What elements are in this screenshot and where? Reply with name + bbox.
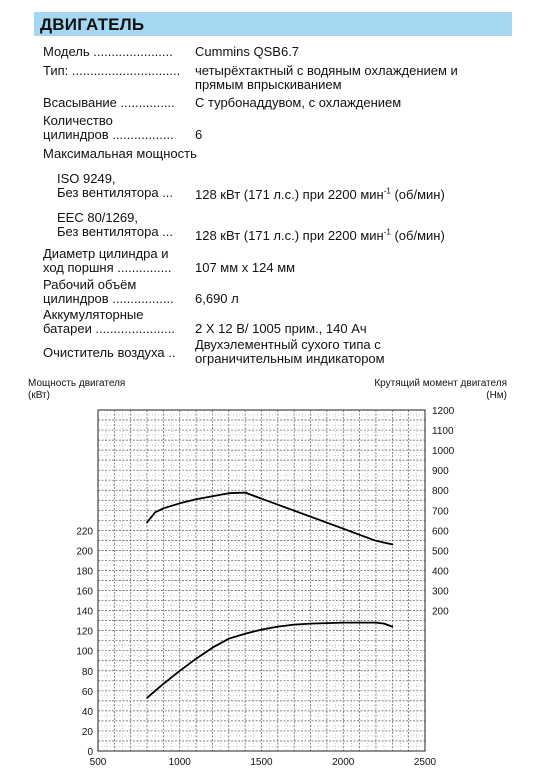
y2-tick-label: 400 (432, 566, 449, 578)
y2-tick-label: 800 (432, 486, 449, 498)
spec-label-batteries: Аккумуляторные батареи ...................... (43, 307, 175, 336)
spec-label-air-cleaner: Очиститель воздуха .. (43, 345, 176, 360)
y2-axis-title-line: (Нм) (486, 390, 507, 401)
section-header (34, 12, 512, 36)
x-tick-label: 2000 (332, 757, 355, 768)
y-tick-label: 80 (81, 666, 93, 678)
power-torque-chart (0, 370, 539, 780)
spec-label-bore-stroke: Диаметр цилиндра и ход поршня ............... (43, 246, 172, 275)
spec-value-displacement: 6,690 л (195, 291, 239, 306)
spec-label-iso: ISO 9249, Без вентилятора ... (57, 171, 174, 200)
y-tick-label: 60 (81, 686, 93, 698)
eec-power-sup: -1 (383, 227, 391, 237)
spec-label-displacement: Рабочий объём цилиндров ................. (43, 277, 174, 306)
y2-tick-label: 700 (432, 506, 449, 518)
x-tick-label: 1000 (168, 757, 191, 768)
y-tick-label: 100 (76, 646, 93, 658)
y-tick-label: 0 (87, 747, 93, 758)
x-tick-label: 2500 (413, 757, 437, 768)
spec-value-intake: С турбонаддувом, с охлаждением (195, 95, 402, 110)
y-axis-title-line: Мощность двигателя (28, 378, 126, 389)
y2-axis-title-line: Крутящий момент двигателя (374, 378, 507, 389)
y-tick-label: 220 (76, 526, 93, 538)
y-tick-label: 180 (76, 566, 93, 578)
y-axis-title-line: (кВт) (28, 390, 50, 401)
iso-power-unit: (об/мин) (390, 187, 445, 202)
spec-label-intake: Всасывание ............... (43, 95, 175, 110)
iso-power-sup: -1 (383, 186, 391, 196)
spec-label-eec: EEC 80/1269, Без вентилятора ... (57, 210, 174, 239)
y2-tick-label: 600 (432, 526, 449, 538)
spec-value-iso (195, 188, 495, 202)
y-tick-label: 20 (81, 726, 93, 738)
y2-tick-label: 1100 (432, 426, 454, 438)
y-tick-label: 120 (76, 626, 93, 638)
eec-power-text: 128 кВт (171 л.с.) при 2200 мин (195, 228, 384, 243)
spec-value-bore-stroke: 107 мм x 124 мм (195, 260, 296, 275)
eec-power-unit: (об/мин) (390, 228, 445, 243)
y2-tick-label: 1000 (432, 446, 455, 458)
spec-label-cylinders: Количество цилиндров ................. (43, 113, 174, 142)
iso-power-text: 128 кВт (171 л.с.) при 2200 мин (195, 187, 384, 202)
y2-axis-title (374, 378, 507, 401)
spec-label-model: Модель ...................... (43, 44, 173, 59)
x-tick-label: 1500 (250, 757, 273, 768)
spec-value-type: четырёхтактный с водяным охлаждением и прямым впрыскиванием (195, 63, 458, 92)
y2-tick-label: 300 (432, 586, 449, 598)
spec-value-batteries: 2 X 12 B/ 1005 прим., 140 Ач (195, 321, 367, 336)
y-tick-label: 140 (76, 606, 93, 618)
spec-value-cylinders: 6 (195, 127, 203, 142)
y-axis-title (28, 378, 125, 401)
y2-tick-label: 500 (432, 546, 449, 558)
y-tick-label: 200 (76, 546, 93, 558)
y2-tick-label: 200 (432, 606, 449, 618)
y2-tick-label: 1200 (432, 406, 455, 417)
section-title: ДВИГАТЕЛЬ (40, 15, 145, 34)
x-tick-label: 500 (89, 757, 107, 768)
y-tick-label: 40 (81, 706, 93, 718)
spec-value-model: Cummins QSB6.7 (195, 44, 300, 59)
y2-tick-label: 900 (432, 466, 449, 478)
spec-value-eec (195, 229, 495, 243)
spec-value-air-cleaner: Двухэлементный сухого типа с ограничительным индикатором (195, 337, 385, 366)
spec-label-type: Тип: .............................. (43, 63, 181, 78)
y-tick-label: 160 (76, 586, 93, 598)
spec-label-max-power: Максимальная мощность (43, 146, 197, 161)
